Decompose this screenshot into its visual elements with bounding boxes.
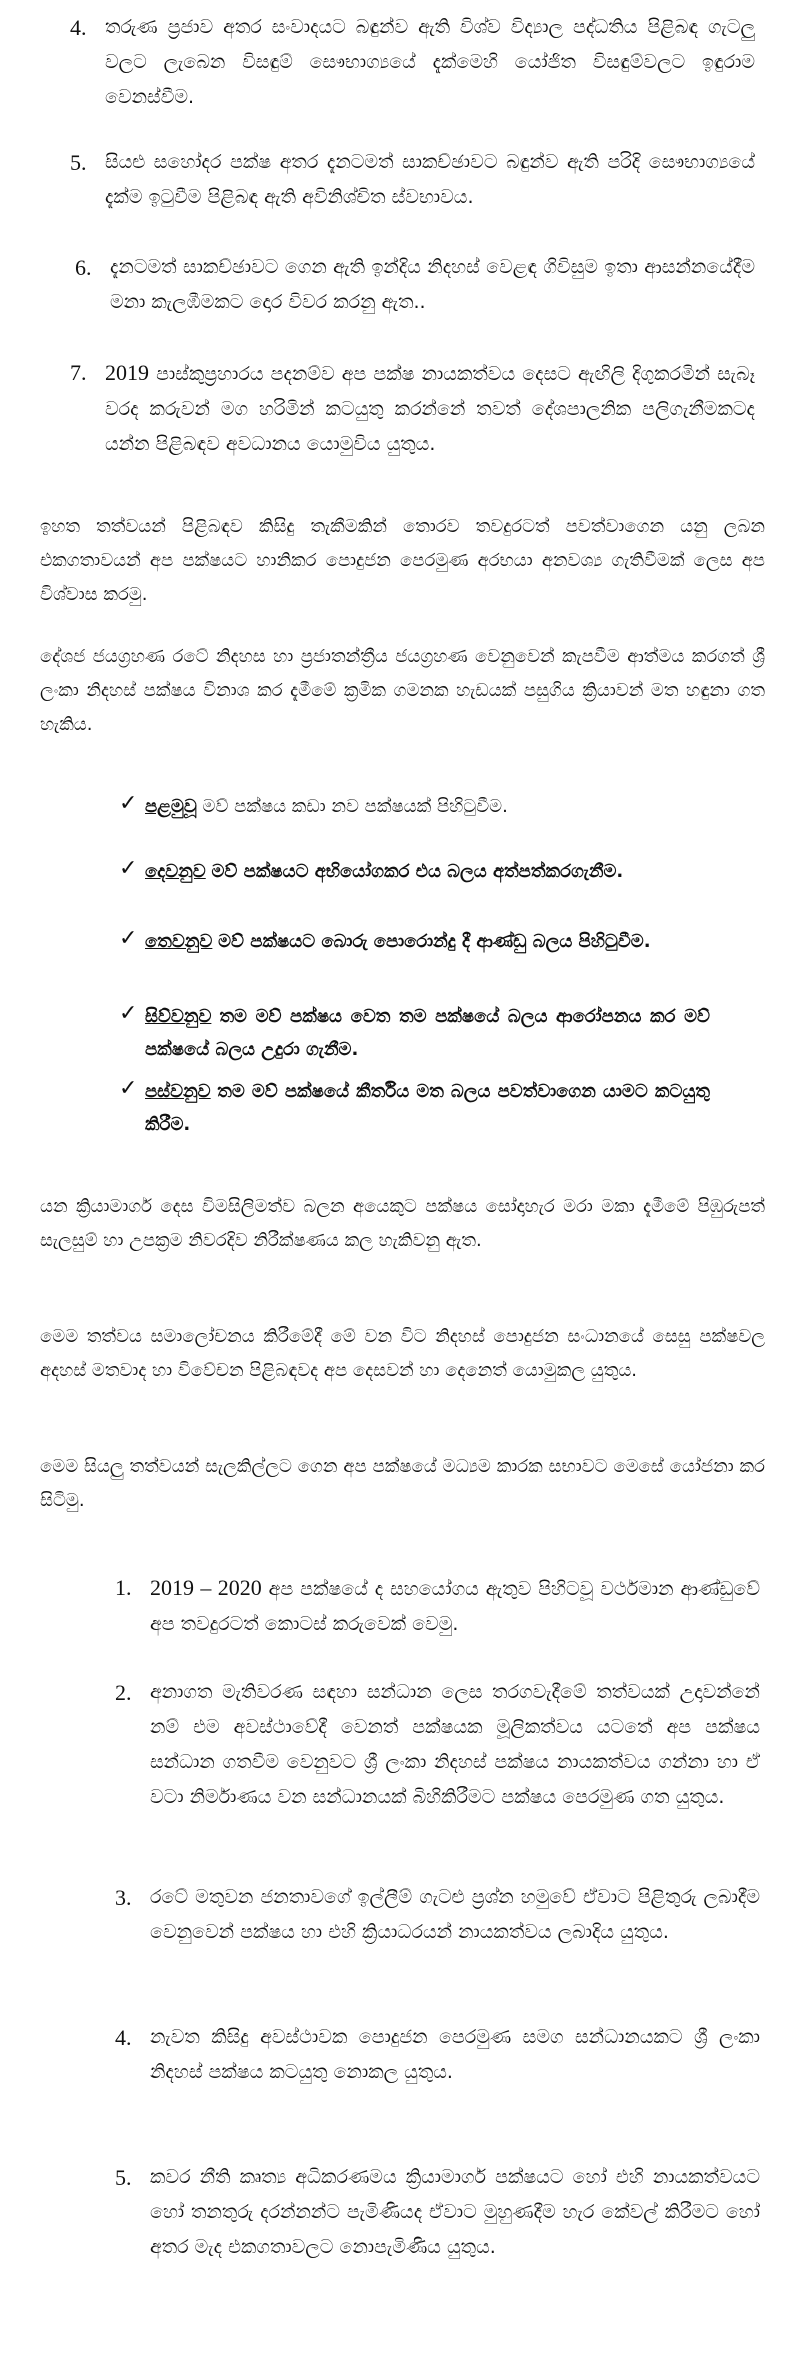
year-label: 2019 – 2020 bbox=[150, 1575, 262, 1600]
check-mark-icon: ✓ bbox=[119, 856, 138, 881]
item-number: 5. bbox=[115, 2165, 132, 2190]
checklist-item bbox=[119, 790, 710, 823]
check-mark-icon: ✓ bbox=[119, 926, 138, 951]
paragraph: ඉහත තත්වයන් පිළිබඳව කිසිදු තැකීමකින් තොරව තවදුරටත් පවත්වාගෙන යනු ලබන එකගතාවයන් අප පක්ෂයට හානිකර පොදුජන පෙරමුණ අරභයා අනවශ්‍ය ගැතිවීමක් ලෙස අප විශ්වාස කරමු. bbox=[40, 516, 765, 605]
stage-lead: දෙවනුව bbox=[145, 861, 206, 882]
check-mark-icon: ✓ bbox=[119, 1076, 138, 1101]
stage-lead: පස්වනුව bbox=[145, 1081, 211, 1102]
paragraph: මෙම සියලු තත්වයන් සැලකිල්ලට ගෙන අප පක්ෂයේ මධ්‍යම කාරක සභාවට මෙසේ යෝජනා කර සිටිමු. bbox=[40, 1456, 765, 1511]
stage-text: මව් පක්ෂයට අභියෝගකර එය බලය අත්පත්කරගැනීම. bbox=[211, 861, 624, 882]
stage-lead: සිව්වනුව bbox=[145, 1006, 212, 1027]
item-text: රටේ මතුවන ජනතාවගේ ඉල්ලීම් ගැටළු ප්‍රශ්න හමුවේ ඒවාට පිළිතුරු ලබාදීම වෙනුවෙන් පක්ෂය හා එහි ක්‍රියාධරයන් නායකත්වය ලබාදිය යුතුය. bbox=[150, 1886, 760, 1943]
year-label: 2019 bbox=[105, 360, 149, 385]
item-number: 7. bbox=[70, 360, 87, 385]
item-text: සියළු සහෝදර පක්ෂ අතර දැනටමත් සාකච්ඡාවට බඳුන්ව ඇති පරිදි සෞභාග්‍යයේ දැක්ම ඉටුවීම පිළිබඳ ඇති අවිනිශ්චිත ස්වභාවය. bbox=[105, 151, 755, 208]
item-number: 3. bbox=[115, 1885, 132, 1910]
checklist-item bbox=[119, 925, 710, 958]
stage-lead: තෙවනුව bbox=[145, 931, 213, 952]
item-body: පාස්කුප්‍රහාරය පදනම්ව අප පක්ෂ නායකත්වය දෙසට ඇඟිලි දිගුකරමින් සැබෑ වරද කරුවන් මග හරිමින් කටයුතු කරන්නේ තවත් දේශපාලනික පලිගැනීමකටද යන්න පිළිබඳව අවධානය යොමුවිය යුතුය. bbox=[105, 363, 755, 455]
item-text: තරුණ ප්‍රජාව අතර සංවාදයට බඳුන්ව ඇති විශ්ව විද්‍යාල පද්ධතිය පිළිබඳ ගැටලු වලට ලැබෙන විසඳුම් සෞභාග්‍යයේ දැක්මෙහි යෝජිත විසඳුම්වලට ඉඳුරාම වෙනස්වීම. bbox=[105, 16, 755, 108]
checklist-item bbox=[119, 855, 710, 888]
stage-text: තම මව් පක්ෂයේ කීර්තිය මත බලය පවත්වාගෙන යාමට කටයුතු කිරීම. bbox=[145, 1081, 710, 1135]
check-mark-icon: ✓ bbox=[119, 791, 138, 816]
item-number: 4. bbox=[115, 2025, 132, 2050]
check-mark-icon: ✓ bbox=[119, 1001, 138, 1026]
item-text: කවර නීති කෘත්‍ය අධිකරණමය ක්‍රියාමාර්ග පක්ෂයට හෝ එහි නායකත්වයට හෝ තනතුරු දරන්නන්ට පැමිණියද ඒවාට මුහුණදීම හැර කේවල් කිරීමට හෝ අතර මැද එකගතාවලට නොපැමිණිය යුතුය. bbox=[150, 2166, 760, 2258]
paragraph: මෙම තත්වය සමාලෝචනය කිරීමේදී මේ වන විට නිදහස් පොදුජන සංධානයේ සෙසු පක්ෂවල අදහස් මතවාද හා විවේචන පිළිබඳවද අප දෙසවන් හා දෙනෙත් යොමුකල යුතුය. bbox=[40, 1326, 765, 1381]
item-number: 1. bbox=[115, 1575, 132, 1600]
checklist-item bbox=[119, 1000, 710, 1066]
item-text: දැනටමත් සාකච්ඡාවට ගෙන ඇති ඉන්දිය නිදහස් වෙළඳ ගිවිසුම ඉතා ආසන්නයේදීම මනා කැලඹීමකට දොර විවර කරනු ඇත.. bbox=[110, 256, 755, 313]
item-number: 6. bbox=[75, 255, 92, 280]
item-text: නැවත කිසිදු අවස්ථාවක පොදුජන පෙරමුණ සමග සන්ධානයකට ශ්‍රී ලංකා නිදහස් පක්ෂය කටයුතු නොකල යුතුය. bbox=[150, 2026, 760, 2083]
stage-lead: පළමුවූ bbox=[145, 796, 197, 817]
stage-text: මව් පක්ෂයට බොරු පොරොන්දු දී ආණ්ඩු බලය පිහිටුවීම. bbox=[218, 931, 651, 952]
item-number: 2. bbox=[115, 1680, 132, 1705]
item-text bbox=[150, 1570, 760, 1642]
stage-text: තම මව් පක්ෂය වෙත තම පක්ෂයේ බලය ආරෝපනය කර මව් පක්ෂයේ බලය උදුරා ගැනීම. bbox=[145, 1006, 710, 1060]
checklist-item bbox=[119, 1075, 710, 1141]
paragraph: දේශජ ජයග්‍රහණ රටේ නිදහස හා ප්‍රජාතන්ත්‍රීය ජයග්‍රහණ වෙනුවෙන් කැපවීම ආත්මය කරගත් ශ්‍රී ලංකා නිදහස් පක්ෂය විනාශ කර දැමීමේ ක්‍රමික ගමනක හැඩයක් පසුගිය ක්‍රියාවන් මත හඳුනා ගත හැකිය. bbox=[40, 646, 765, 735]
stage-text: මව් පක්ෂය කඩා නව පක්ෂයක් පිහිටුවීම. bbox=[202, 796, 508, 817]
item-body: අප පක්ෂයේ ද සහයෝගය ඇතුව පිහිටවූ වර්ථමාන ආණ්ඩුවේ අප තවදුරටත් කොටස් කරුවෙක් වෙමු. bbox=[150, 1578, 761, 1635]
item-number: 5. bbox=[70, 150, 87, 175]
item-text bbox=[105, 355, 755, 462]
item-text: අනාගත මැතිවරණ සඳහා සන්ධාන ලෙස තරගවැදීමේ තත්වයක් උදාවන්නේ නම් එම අවස්ථාවේදී වෙනත් පක්ෂයක මූලිකත්වය යටතේ අප පක්ෂය සන්ධාන ගතවීම වෙනුවට ශ්‍රී ලංකා නිදහස් පක්ෂය නායකත්වය ගන්නා හා ඒ වටා නිර්මාණය වන සන්ධානයක් බිහිකිරීමට පක්ෂය පෙරමුණ ගත යුතුය. bbox=[150, 1681, 760, 1808]
paragraph: යන ක්‍රියාමාර්ග දෙස විමසිලිමත්ව බලන අයෙකුට පක්ෂය සෝදාහැර මරා මකා දැමීමේ පිඹුරුපත් සැලසුම් හා උපක්‍රම නිවරදිව නිරීක්ෂණය කල හැකිවනු ඇත. bbox=[40, 1196, 765, 1251]
item-number: 4. bbox=[70, 15, 87, 40]
